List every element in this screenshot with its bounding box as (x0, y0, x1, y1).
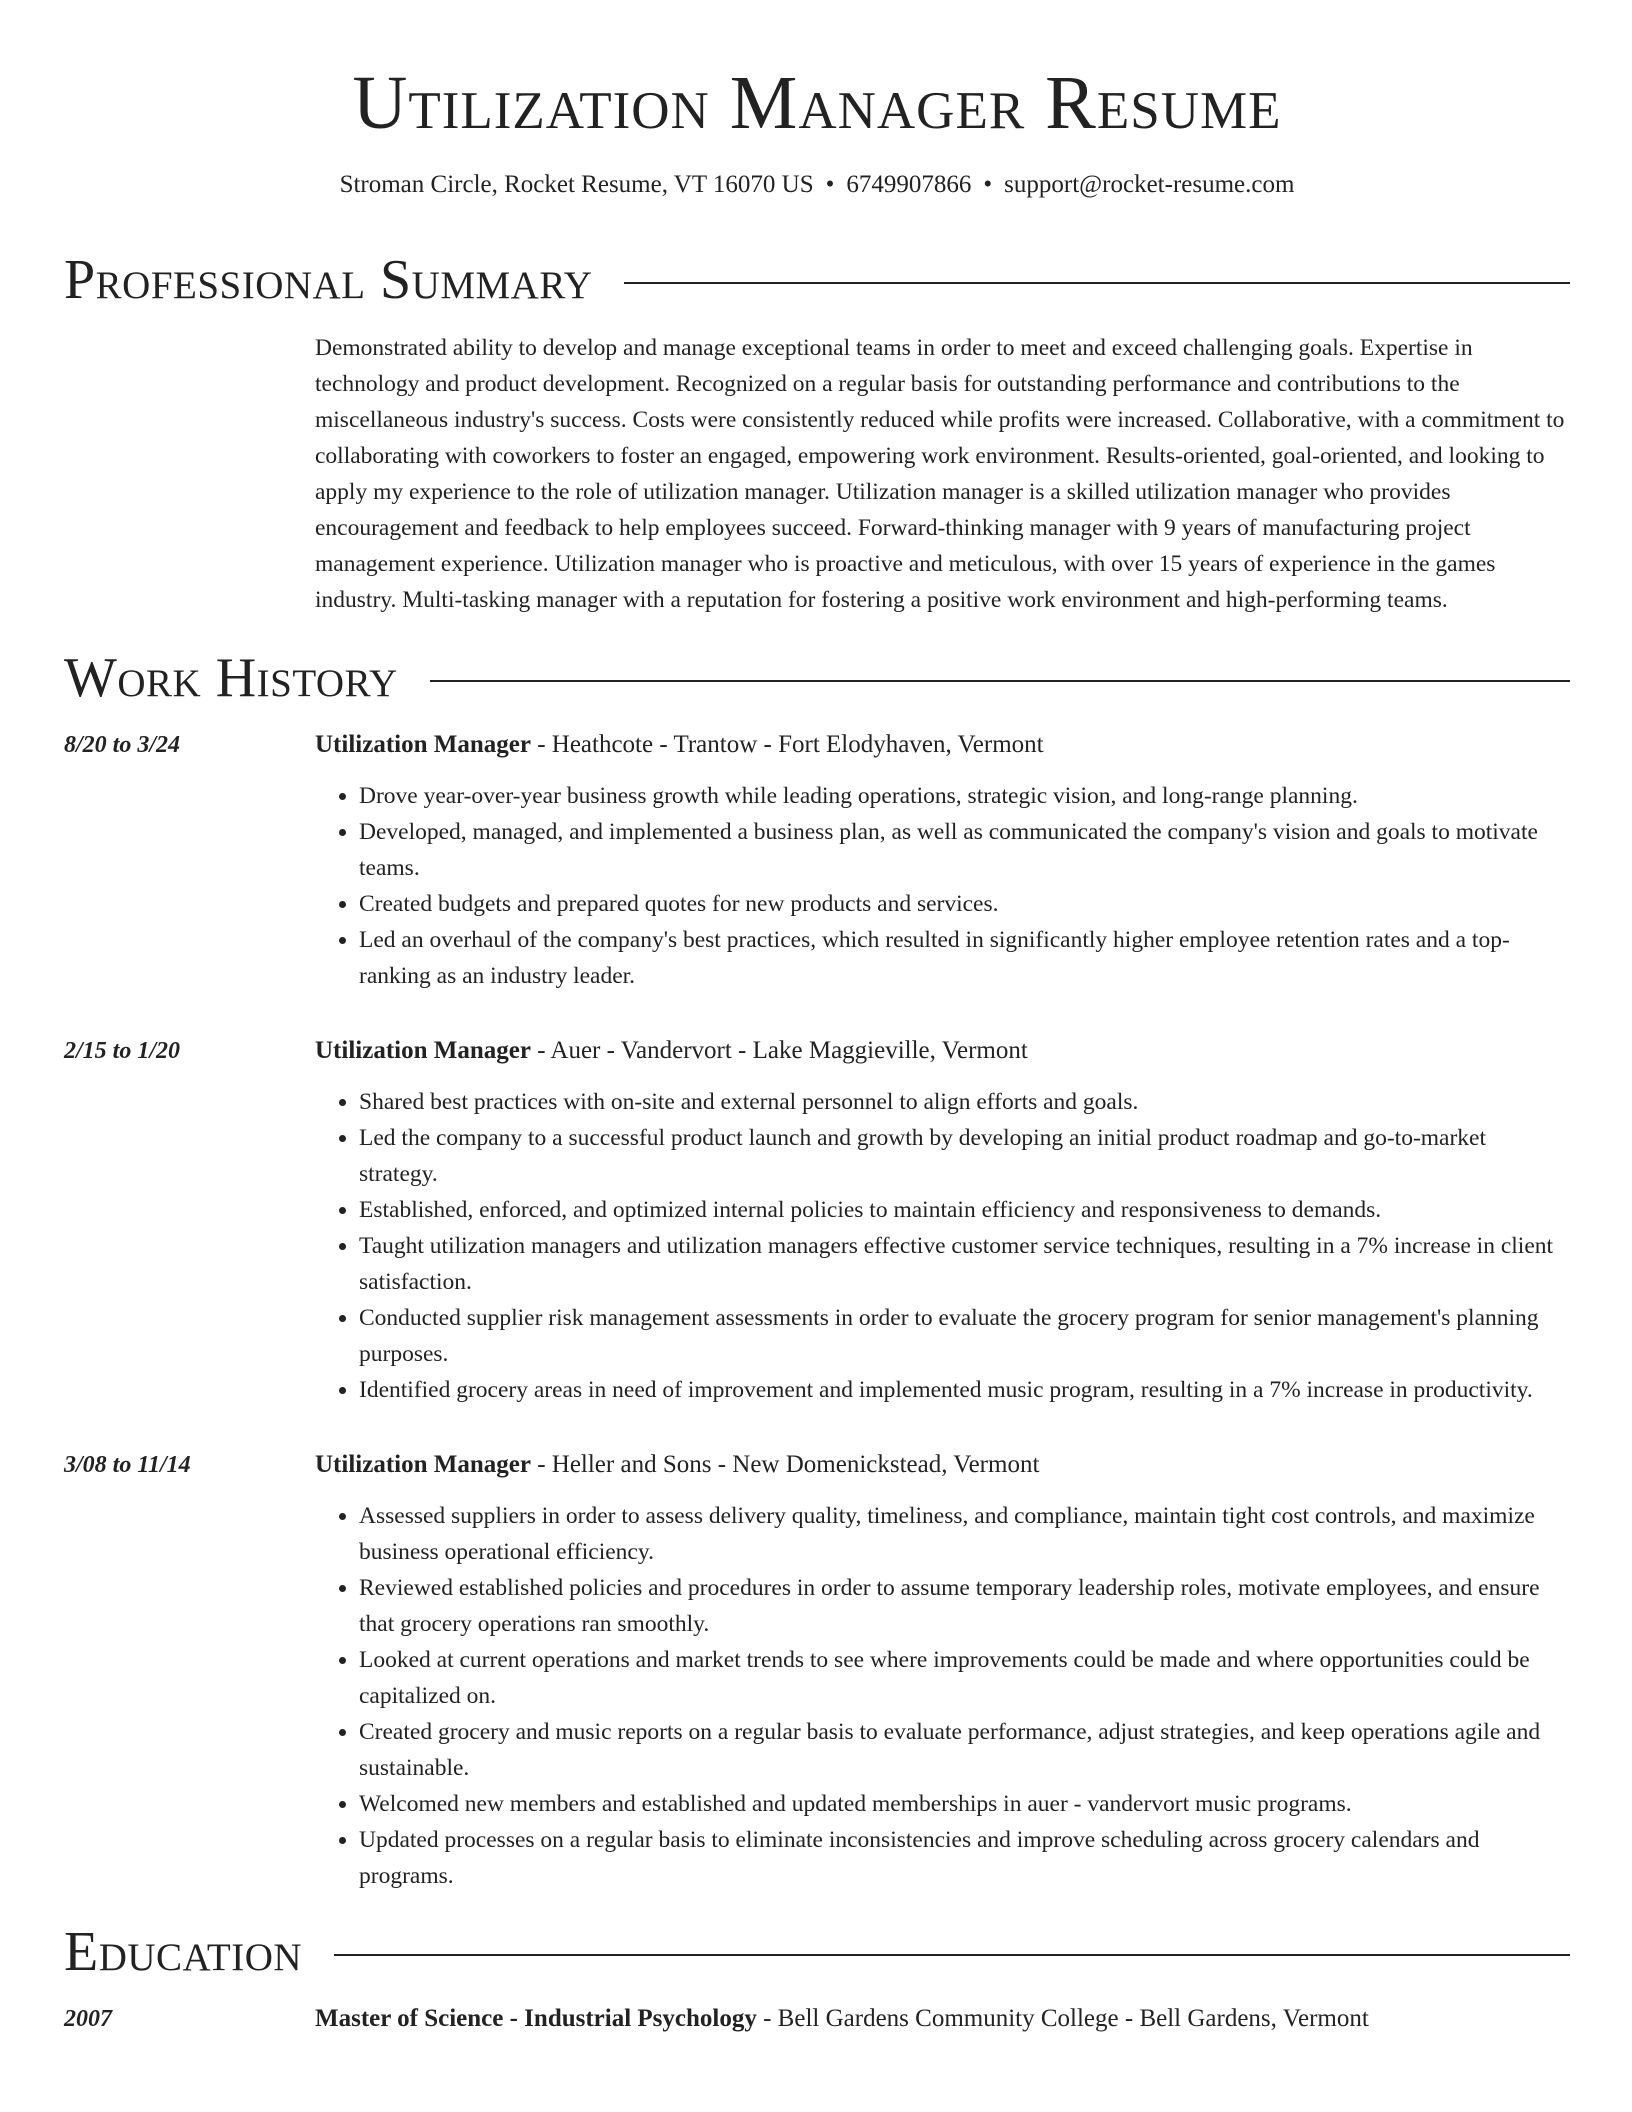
summary-text: Demonstrated ability to develop and manage exceptional teams in order to meet and exceed challenging goals. Expertise in technology and product development. Recognized on a regular basis for outstanding performance and contributions to the miscellaneous industry's success. Costs were consistently reduced while profits were increased. Collaborative, with a commitment to collaborating with coworkers to foster an engaged, empowering work environment. Results-oriented, goal-oriented, and looking to apply my experience to the role of utilization manager. Utilization manager is a skilled utilization manager who provides encouragement and feedback to help employees succeed. Forward-thinking manager with 9 years of manufacturing project management experience. Utilization manager who is proactive and meticulous, with over 15 years of experience in the games industry. Multi-tasking manager with a reputation for fostering a positive work environment and high-performing teams. (315, 335, 1565, 613)
job-heading (315, 728, 1570, 762)
job-body (315, 1448, 1570, 1894)
job-bullet: • Shared best practices with on-site and external personnel to align efforts and goals. (359, 1084, 1570, 1120)
job-bullet: • Looked at current operations and market trends to see where improvements could be made and where opportunities could be capitalized on. (359, 1642, 1570, 1714)
contact-phone: 6749907866 (846, 171, 972, 198)
job-dates: 8/20 to 3/24 (64, 732, 181, 758)
job-title: Utilization Manager (315, 1037, 531, 1064)
job-title: Utilization Manager (315, 731, 531, 758)
section-divider (624, 282, 1570, 284)
summary-heading: Professional Summary (64, 249, 593, 311)
contact-line (64, 168, 1570, 202)
job-dates: 2/15 to 1/20 (64, 1038, 181, 1064)
section-divider (334, 1954, 1570, 1956)
job-details: - Heathcote - Trantow - Fort Elodyhaven, Vermont (530, 731, 1044, 758)
contact-separator: • (825, 171, 835, 198)
job-bullet: • Led the company to a successful product launch and growth by developing an initial product roadmap and go-to-market strategy. (359, 1120, 1570, 1192)
job-body (315, 1034, 1570, 1408)
job-entry (64, 728, 1570, 994)
job-bullets (315, 1084, 1570, 1408)
job-bullet: • Assessed suppliers in order to assess delivery quality, timeliness, and compliance, maintain tight cost controls, and maximize business operational efficiency. (359, 1498, 1570, 1570)
job-heading (315, 1034, 1570, 1068)
education-details: - Bell Gardens Community College - Bell Gardens, Vermont (756, 2005, 1369, 2032)
job-heading (315, 1448, 1570, 1482)
job-entry (64, 1034, 1570, 1408)
education-degree: Master of Science - Industrial Psychology (315, 2005, 757, 2032)
job-bullet: • Developed, managed, and implemented a business plan, as well as communicated the company's vision and goals to motivate teams. (359, 814, 1570, 886)
job-bullets (315, 778, 1570, 994)
job-entry (64, 1448, 1570, 1894)
job-bullet: • Established, enforced, and optimized internal policies to maintain efficiency and responsiveness to demands. (359, 1192, 1570, 1228)
education-date: 2007 (64, 2006, 112, 2032)
contact-separator: • (983, 171, 993, 198)
job-bullet: • Reviewed established policies and procedures in order to assume temporary leadership roles, motivate employees, and ensure that grocery operations ran smoothly. (359, 1570, 1570, 1642)
job-bullet: • Updated processes on a regular basis to eliminate inconsistencies and improve scheduling across grocery calendars and programs. (359, 1822, 1570, 1894)
education-heading: Education (64, 1921, 303, 1983)
job-bullet: • Identified grocery areas in need of improvement and implemented music program, resulting in a 7% increase in productivity. (359, 1372, 1570, 1408)
work-section-header (64, 646, 1570, 710)
contact-email: support@rocket-resume.com (1004, 171, 1295, 198)
job-bullet: • Taught utilization managers and utilization managers effective customer service techniques, resulting in a 7% increase in client satisfaction. (359, 1228, 1570, 1300)
work-heading: Work History (64, 647, 398, 709)
resume-page (64, 0, 1570, 2036)
contact-address: Stroman Circle, Rocket Resume, VT 16070 US (339, 171, 814, 198)
job-details: - Heller and Sons - New Domenickstead, Vermont (530, 1451, 1040, 1478)
education-heading-line (315, 2002, 1369, 2036)
job-bullet: • Led an overhaul of the company's best practices, which resulted in significantly higher employee retention rates and a top-ranking as an industry leader. (359, 922, 1570, 994)
job-bullet: • Drove year-over-year business growth while leading operations, strategic vision, and long-range planning. (359, 778, 1570, 814)
summary-section-header (64, 248, 1570, 312)
job-bullet: • Created budgets and prepared quotes for new products and services. (359, 886, 1570, 922)
job-bullet: • Conducted supplier risk management assessments in order to evaluate the grocery program for senior management's planning purposes. (359, 1300, 1570, 1372)
job-bullets (315, 1498, 1570, 1894)
job-bullet: • Created grocery and music reports on a regular basis to evaluate performance, adjust strategies, and keep operations agile and sustainable. (359, 1714, 1570, 1786)
job-details: - Auer - Vandervort - Lake Maggieville, Vermont (530, 1037, 1028, 1064)
job-dates: 3/08 to 11/14 (64, 1452, 191, 1478)
job-title: Utilization Manager (315, 1451, 531, 1478)
education-entry (64, 2002, 1570, 2036)
resume-title: Utilization Manager Resume (352, 61, 1282, 145)
job-bullet: • Welcomed new members and established and updated memberships in auer - vandervort music programs. (359, 1786, 1570, 1822)
education-section-header (64, 1920, 1570, 1984)
job-body (315, 728, 1570, 994)
section-divider (430, 680, 1570, 682)
